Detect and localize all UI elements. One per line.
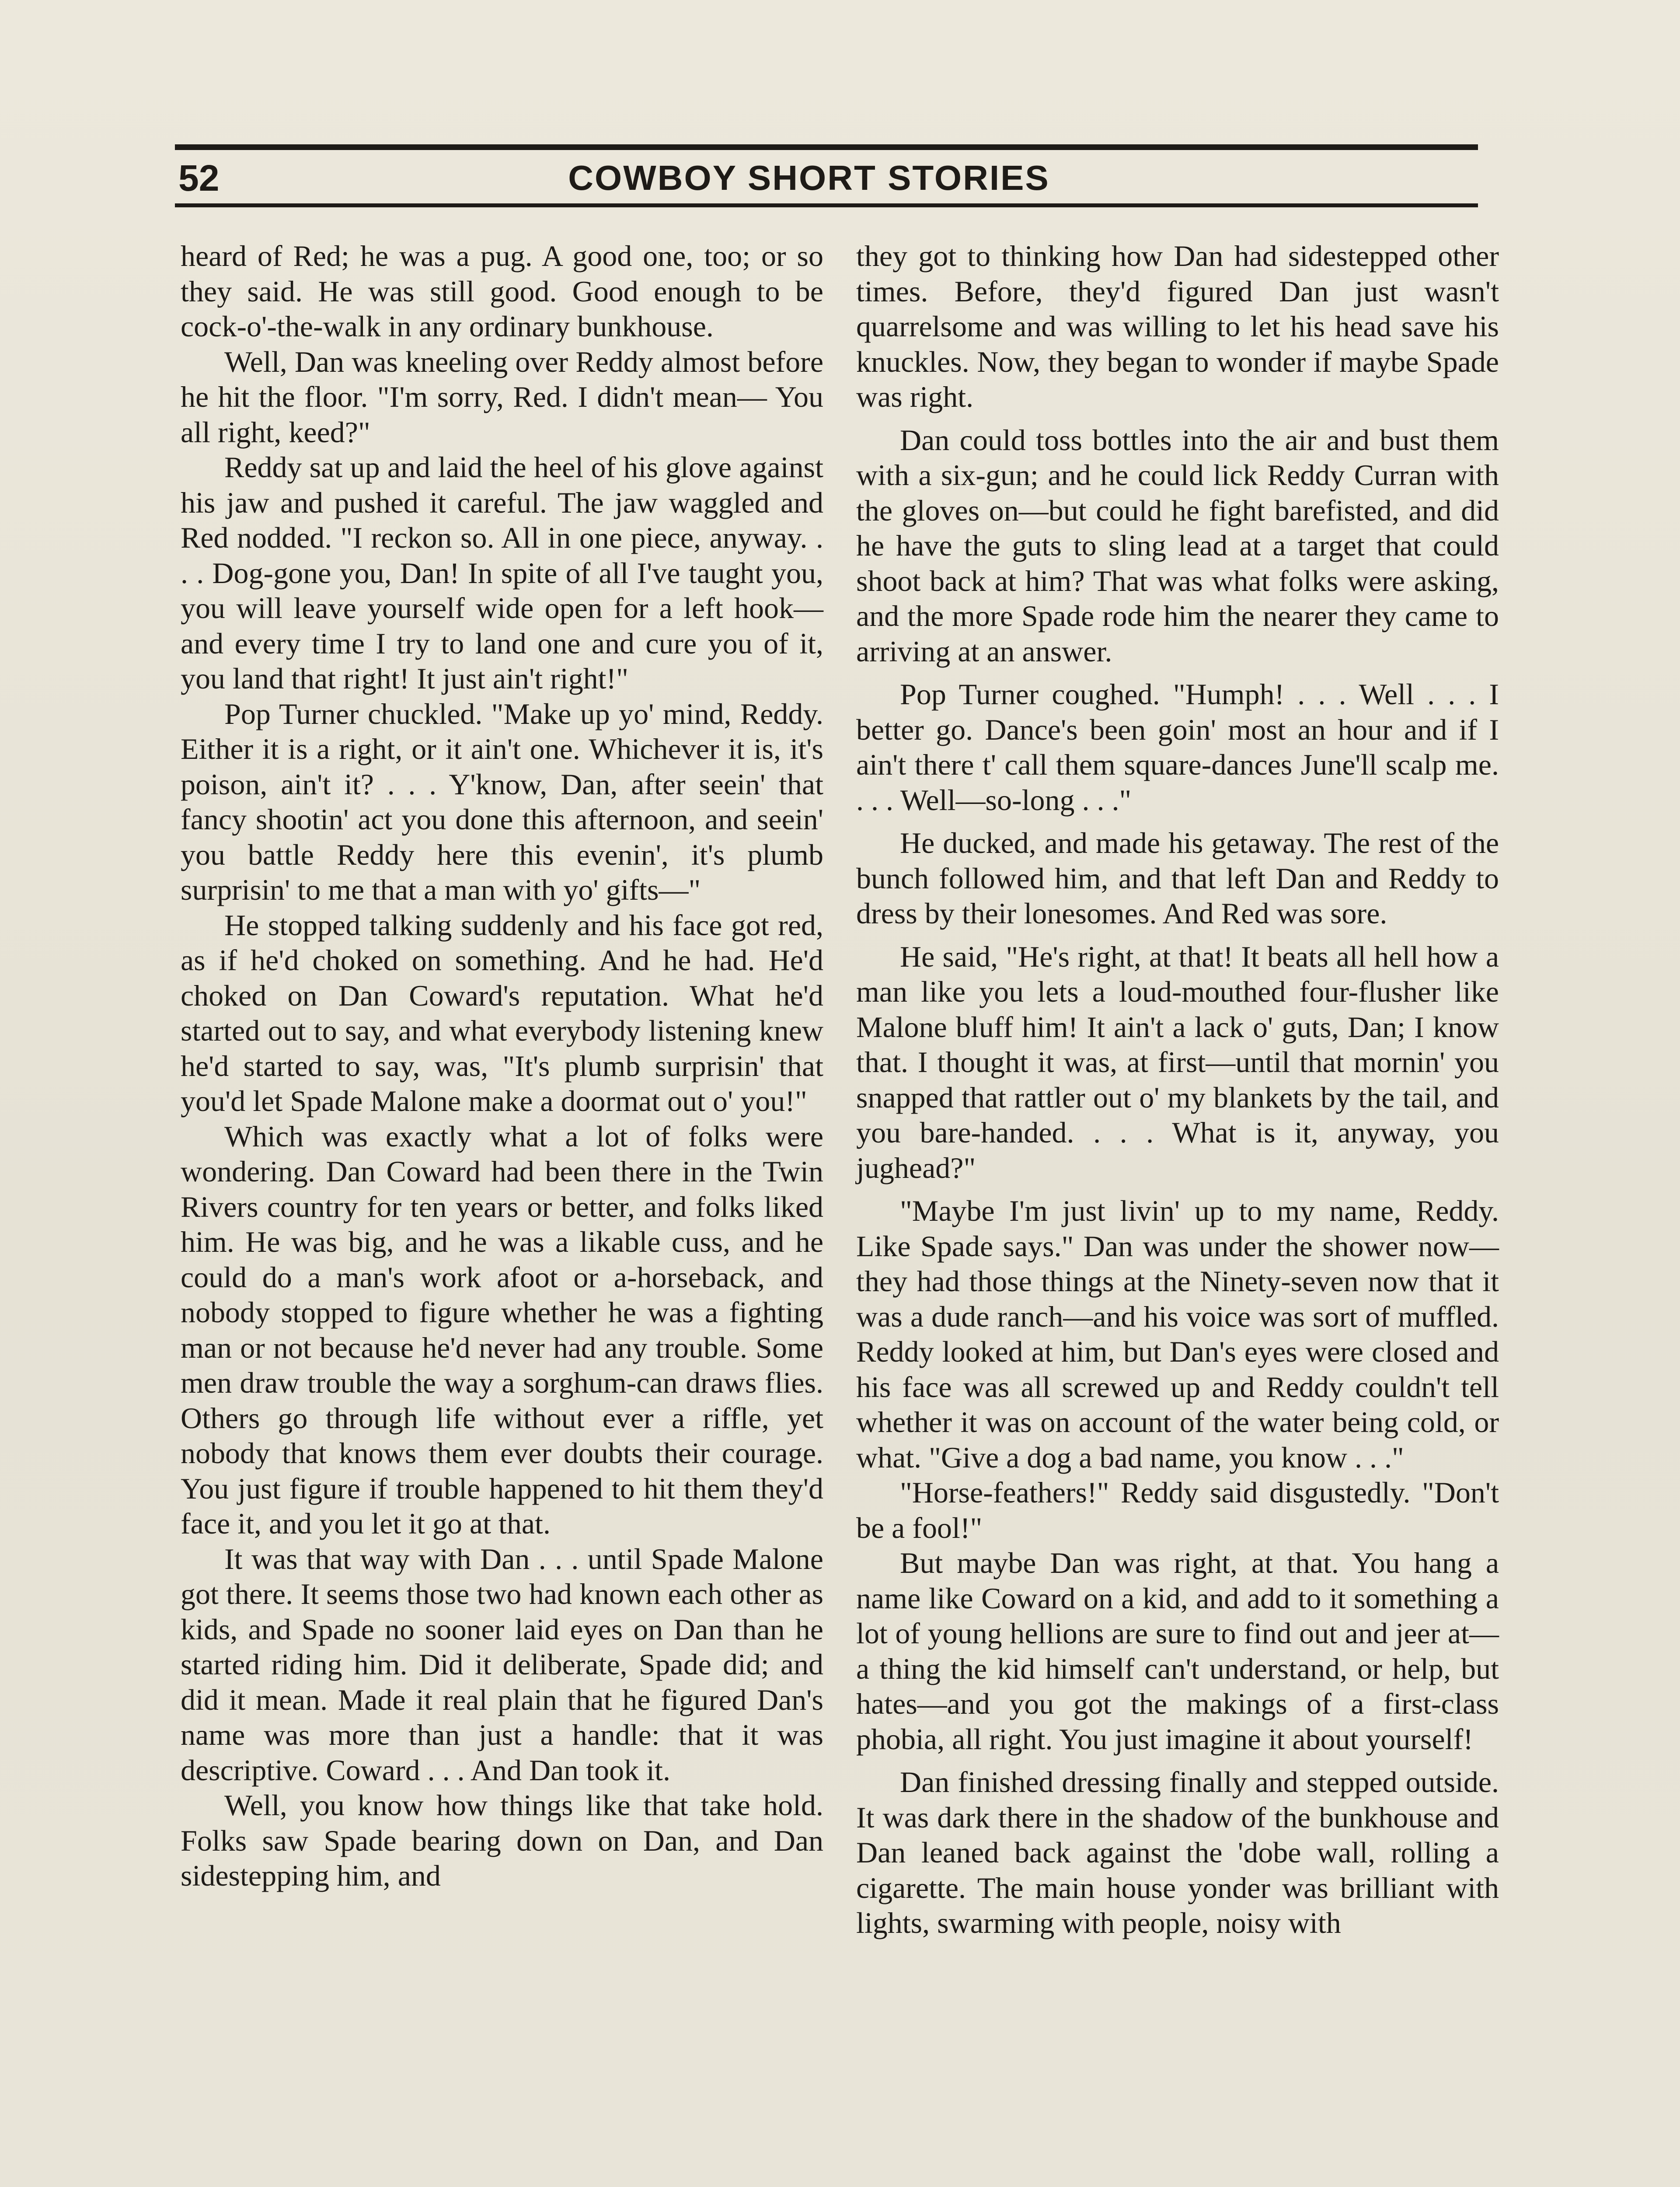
- paragraph: Dan finished dressing finally and stepped outside. It was dark there in the shadow of the bunkhouse and Dan leaned back against the 'dobe wall, rolling a cigarette. The main house yonder was brilliant with lights, swarming with people, noisy with: [856, 1765, 1499, 1939]
- running-title: COWBOY SHORT STORIES: [568, 158, 1050, 197]
- paragraph: But maybe Dan was right, at that. You hang a name like Coward on a kid, and add to it something a lot of young hellions are sure to find out and jeer at—a thing the kid himself can't understand, or help, but hates—and you got the makings of a first-class phobia, all right. You just imagine it about yourself!: [856, 1546, 1499, 1756]
- paragraph: heard of Red; he was a pug. A good one, too; or so they said. He was still good. Good enough to be cock-o'-the-walk in any ordinary bunkhouse.: [181, 239, 823, 343]
- paragraph: He stopped talking suddenly and his face got red, as if he'd choked on something. And he had. He'd choked on Dan Coward's reputation. What he'd started out to say, and what everybody listening knew he'd started to say, was, "It's plumb surprisin' that you'd let Spade Malone make a doormat out o' you!": [181, 908, 823, 1118]
- paragraph: Reddy sat up and laid the heel of his glove against his jaw and pushed it careful. The jaw waggled and Red nodded. "I reckon so. All in one piece, anyway. . . . Dog-gone you, Dan! In spite of all I've taught you, you will leave yourself wide open for a left hook—and every time I try to land one and cure you of it, you land that right! It just ain't right!": [181, 451, 823, 695]
- right-column: [856, 238, 1499, 1941]
- paragraph: Well, Dan was kneeling over Reddy almost before he hit the floor. "I'm sorry, Red. I didn't mean— You all right, keed?": [181, 345, 823, 449]
- paragraph: they got to thinking how Dan had sidestepped other times. Before, they'd figured Dan just wasn't quarrelsome and was willing to let his head save his knuckles. Now, they began to wonder if maybe Spade was right.: [856, 239, 1499, 413]
- paragraph: Pop Turner chuckled. "Make up yo' mind, Reddy. Either it is a right, or it ain't one. Whichever it is, it's poison, ain't it? . . . Y'know, Dan, after seein' that fancy shootin' act you done this afternoon, and seein' you battle Reddy here this evenin', it's plumb surprisin' to me that a man with yo' gifts—": [181, 697, 823, 906]
- paragraph: Dan could toss bottles into the air and bust them with a six-gun; and he could lick Reddy Curran with the gloves on—but could he fight barefisted, and did he have the guts to sling lead at a target that could shoot back at him? That was what folks were asking, and the more Spade rode him the nearer they came to arriving at an answer.: [856, 423, 1499, 668]
- paragraph: He ducked, and made his getaway. The rest of the bunch followed him, and that left Dan and Reddy to dress by their lonesomes. And Red was sore.: [856, 826, 1499, 930]
- header-rule-top: [175, 144, 1478, 150]
- paragraph: He said, "He's right, at that! It beats all hell how a man like you lets a loud-mouthed four-flusher like Malone bluff him! It ain't a lack o' guts, Dan; I know that. I thought it was, at first—until that mornin' you snapped that rattler out o' my blankets by the tail, and you bare-handed. . . . What is it, anyway, you jughead?": [856, 940, 1499, 1184]
- paragraph: Pop Turner coughed. "Humph! . . . Well . . . I better go. Dance's been goin' most an hour and if I ain't there t' call them square-dances June'll scalp me. . . . Well—so-long . . .": [856, 678, 1499, 817]
- paragraph: Well, you know how things like that take hold. Folks saw Spade bearing down on Dan, and Dan sidestepping him, and: [181, 1789, 823, 1892]
- paragraph: "Maybe I'm just livin' up to my name, Reddy. Like Spade says." Dan was under the shower now—they had those things at the Ninety-seven now that it was a dude ranch—and his voice was sort of muffled. Reddy looked at him, but Dan's eyes were closed and his face was all screwed up and Reddy couldn't tell whether it was on account of the water being cold, or what. "Give a dog a bad name, you know . . .": [856, 1194, 1499, 1474]
- header-rule-bottom: [175, 203, 1478, 207]
- paragraph: It was that way with Dan . . . until Spade Malone got there. It seems those two had known each other as kids, and Spade no sooner laid eyes on Dan than he started riding him. Did it deliberate, Spade did; and did it mean. Made it real plain that he figured Dan's name was more than just a handle: that it was descriptive. Coward . . . And Dan took it.: [181, 1542, 823, 1787]
- left-column: [181, 238, 823, 1894]
- paragraph: Which was exactly what a lot of folks were wondering. Dan Coward had been there in the Twin Rivers country for ten years or better, and folks liked him. He was big, and he was a likable cuss, and he could do a man's work afoot or a-horseback, and nobody stopped to figure whether he was a fighting man or not because he'd never had any trouble. Some men draw trouble the way a sorghum-can draws flies. Others go through life without ever a riffle, yet nobody that knows them ever doubts their courage. You just figure if trouble happened to hit them they'd face it, and you let it go at that.: [181, 1119, 823, 1540]
- page-number: 52: [178, 157, 220, 199]
- paragraph: "Horse-feathers!" Reddy said disgustedly. "Don't be a fool!": [856, 1476, 1499, 1544]
